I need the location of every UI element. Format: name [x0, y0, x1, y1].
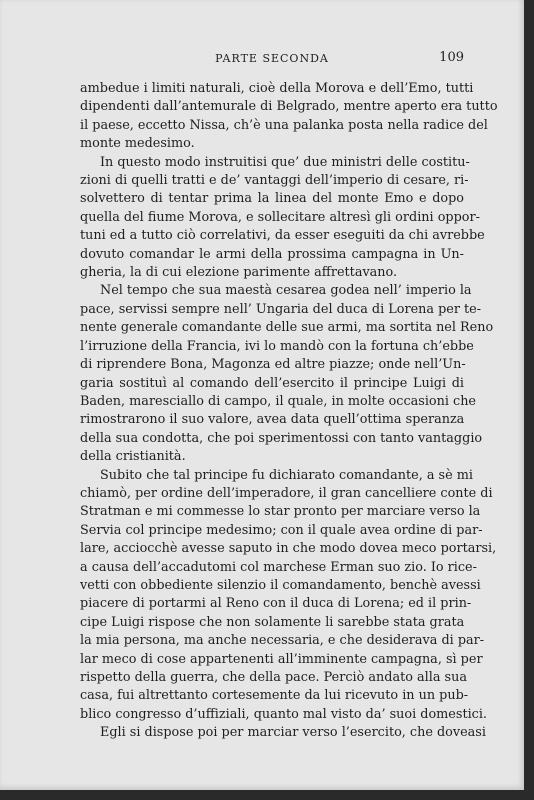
text-line: pace, servissi sempre nell’ Ungaria del duca di Lorena per te- [80, 301, 482, 317]
text-line: il paese, eccetto Nissa, ch’è una palanka posta nella radice del [80, 117, 488, 133]
text-line: Baden, maresciallo di campo, il quale, in molte occasioni che [80, 393, 477, 409]
text-line: tuni ed a tutto ciò correlativi, da esser eseguiti da chi avrebbe [80, 228, 485, 244]
text-line: a causa dell’accadutomi col marchese Erman suo zio. Io rice- [80, 559, 477, 575]
text-line: vetti con obbediente silenzio il comandamento, benchè avessi [80, 577, 481, 593]
text-line: rimostrarono il suo valore, avea data quell’ottima speranza [80, 412, 465, 428]
text-line: zioni di quelli tratti e de’ vantaggi dell’imperio di cesare, ri- [80, 173, 469, 189]
text-line: lar meco di cose appartenenti all’imminente campagna, sì per [80, 651, 483, 667]
text-line: Servia col principe medesimo; con il quale avea ordine di par- [80, 522, 483, 538]
text-line: di riprendere Bona, Magonza ed altre piazze; onde nell’Un- [80, 357, 466, 373]
text-line: della sua condotta, che poi sperimentossi con tanto vantaggio [80, 430, 483, 446]
paragraph [80, 282, 494, 466]
text-line: In questo modo instruitisi que’ due ministri delle costitu- [100, 154, 470, 170]
running-title: PARTE SECONDA [215, 52, 329, 65]
paragraph [80, 80, 498, 154]
text-line: quella del fiume Morova, e sollecitare altresì gli ordini oppor- [80, 209, 480, 225]
text-line: della cristianità. [80, 449, 186, 465]
text-line: chiamò, per ordine dell’imperadore, il gran cancelliere conte di [80, 485, 493, 501]
body-text [80, 80, 498, 743]
text-line: Egli si dispose poi per marciar verso l’esercito, che doveasi [100, 725, 486, 741]
text-line: dovuto comandar le armi della prossima campagna in Un- [80, 246, 464, 262]
text-line: cipe Luigi rispose che non solamente li sarebbe stata grata [80, 614, 465, 630]
text-line: dipendenti dall’antemurale di Belgrado, mentre aperto era tutto [80, 99, 498, 115]
page-number: 109 [439, 50, 464, 65]
text-line: piacere di portarmi al Reno con il duca di Lorena; ed il prin- [80, 596, 472, 612]
text-line: Nel tempo che sua maestà cesarea godea nell’ imperio la [100, 283, 472, 299]
text-line: la mia persona, ma anche necessaria, e che desiderava di par- [80, 633, 485, 649]
text-line: gheria, la di cui elezione parimente affrettavano. [80, 265, 398, 281]
paragraph [80, 467, 497, 725]
text-line: ambedue i limiti naturali, cioè della Morova e dell’Emo, tutti [80, 81, 474, 96]
paragraph [80, 154, 485, 283]
text-line: monte medesimo. [80, 136, 195, 152]
text-line: Subito che tal principe fu dichiarato comandante, a sè mi [100, 467, 473, 483]
text-line: garia sostituì al comando dell’esercito il principe Luigi di [80, 375, 464, 391]
text-line: l’irruzione della Francia, ivi lo mandò con la fortuna ch’ebbe [80, 338, 474, 354]
page-header [80, 50, 464, 70]
paragraph [80, 724, 486, 742]
text-line: casa, fui altrettanto cortesemente da lui ricevuto in un pub- [80, 688, 469, 704]
text-line: rispetto della guerra, che della pace. Perciò andato alla sua [80, 670, 467, 685]
text-line: Stratman e mi commesse lo star pronto per marciare verso la [80, 504, 481, 520]
text-line: nente generale comandante delle sue armi, ma sortita nel Reno [80, 320, 494, 336]
text-line: solvettero di tentar prima la linea del monte Emo e dopo [80, 191, 464, 207]
text-line: lare, acciocchè avesse saputo in che modo dovea meco portarsi, [80, 541, 497, 557]
text-line: blico congresso d’uffiziali, quanto mal visto da’ suoi domestici. [80, 706, 488, 722]
